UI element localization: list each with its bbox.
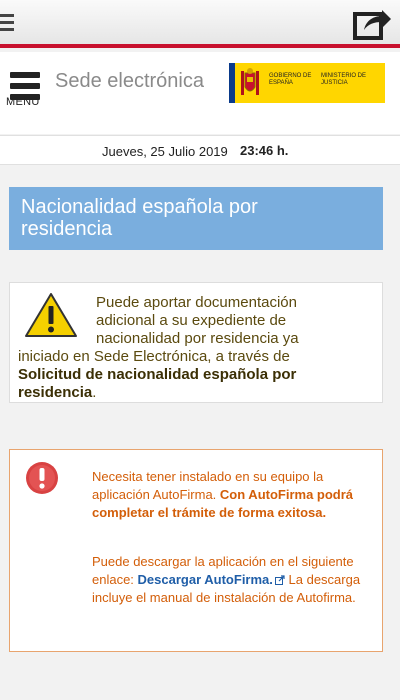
alert-download-text: Puede descargar la aplicación en el siguiente enlace: xyxy=(92,554,354,587)
notice-link[interactable]: Solicitud de nacionalidad española por residencia xyxy=(18,366,297,401)
page-title-band xyxy=(9,187,383,250)
notice-body: Puede aportar documentación adicional a su expediente de nacionalidad por residencia ya iniciado en Sede Electrónica, a través de xyxy=(18,294,299,365)
notice-text xyxy=(18,294,348,402)
alert-paragraph-1 xyxy=(92,468,377,522)
site-header xyxy=(0,52,400,134)
browser-top-bar xyxy=(0,0,400,48)
menu-label[interactable]: MENU xyxy=(6,96,40,108)
current-time: 23:46 h. xyxy=(240,143,289,158)
flag-band xyxy=(229,63,235,103)
external-link-icon[interactable] xyxy=(275,575,285,585)
share-icon[interactable] xyxy=(352,6,392,42)
page-title: Nacionalidad española por residencia xyxy=(21,196,258,240)
government-logo[interactable] xyxy=(229,63,385,103)
notice-suffix: . xyxy=(92,384,97,401)
current-date: Jueves, 25 Julio 2019 xyxy=(102,144,228,159)
menu-icon[interactable] xyxy=(0,14,14,32)
info-notice xyxy=(9,282,383,403)
site-title[interactable]: Sede electrónica xyxy=(55,70,204,92)
alert-manual-note: La descarga incluye el manual de instalación de Autofirma. xyxy=(92,572,361,605)
logo-text-government: GOBIERNO DE ESPAÑA xyxy=(269,73,312,86)
logo-text-ministry: MINISTERIO DE JUSTICIA xyxy=(321,73,367,86)
date-bar xyxy=(0,135,400,165)
alert-requirement: Necesita tener instalado en su equipo la aplicación AutoFirma. xyxy=(92,469,324,502)
autofirma-alert xyxy=(9,449,383,652)
coat-of-arms-icon xyxy=(239,67,261,99)
error-icon xyxy=(25,461,59,495)
alert-requirement-emphasis: Con AutoFirma podrá completar el trámite de forma exitosa. xyxy=(92,487,354,520)
alert-paragraph-2 xyxy=(92,553,377,607)
download-autofirma-link[interactable]: Descargar AutoFirma. xyxy=(137,572,273,587)
